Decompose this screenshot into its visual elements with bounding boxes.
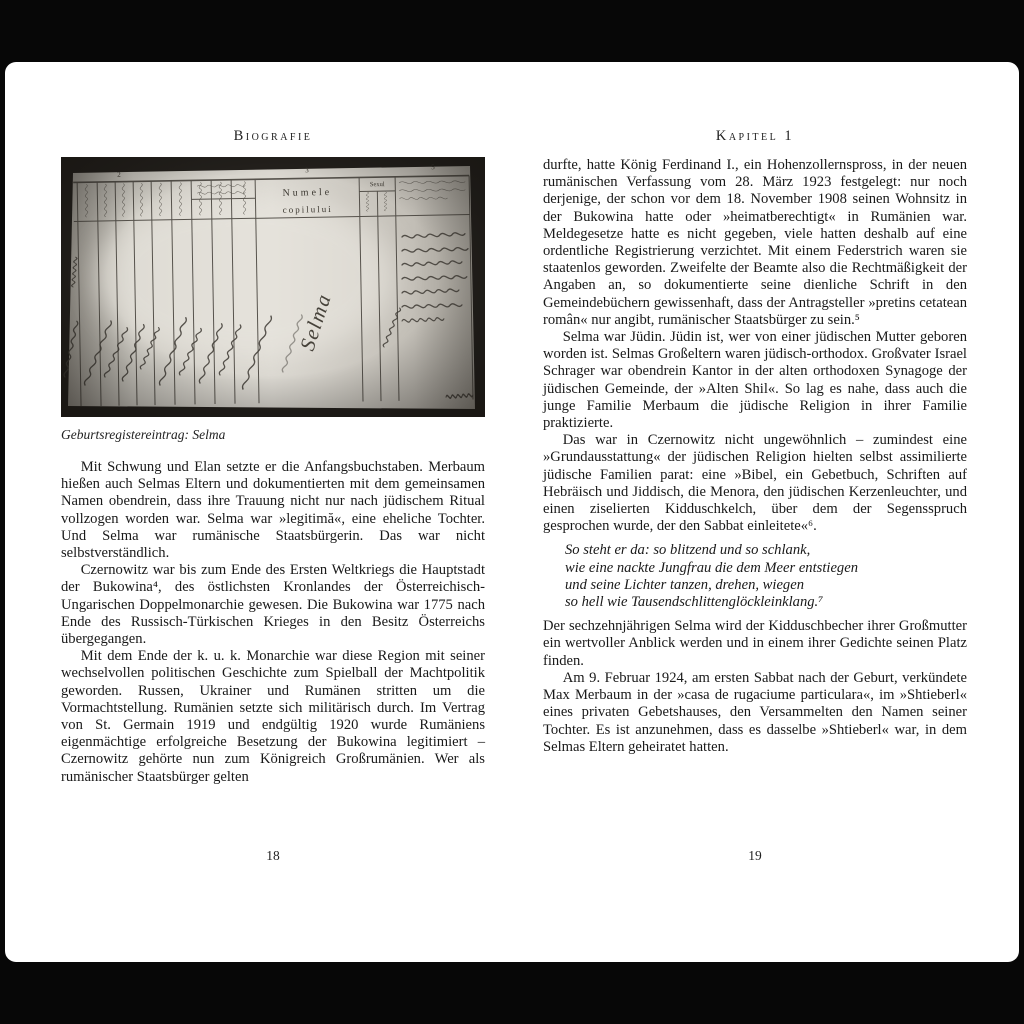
figure-caption: Geburtsregistereintrag: Selma xyxy=(61,427,226,442)
paragraph: Am 9. Februar 1924, am ersten Sabbat nach der Geburt, verkündete Max Merbaum in der »casa de rugaciume particulara«, im »Shtieberl« eines privaten Gebetshauses, den Versammelten den Namen seiner Tochter. Es ist anzunehmen, dass es dasselbe »Shtieberl« war, in dem Selmas Eltern geheiratet hatten. xyxy=(543,669,967,755)
paragraph: Czernowitz war bis zum Ende des Ersten Weltkriegs die Hauptstadt der Bukowina⁴, des östlichsten Kronlandes der Österreichisch-Ungarischen Doppelmonarchie gewesen. Die Bukowina war 1775 nach Ende des Russisch-Türkischen Krieges in den Besitz Österreichs übergegangen. xyxy=(61,562,485,648)
paragraph: Das war in Czernowitz nicht ungewöhnlich – zumindest eine »Grundausstattung« der jüdischen Religion hielten selbst assimilierte jüdische Familien parat: eine »Bibel, ein Gebetbuch, Schriften auf Hebräisch und Jiddisch, die Menora, den jüdischen Kerzenleuchter, und einen ziselierten Kidduschkelch, über dem der Segensspruch gesprochen wurde, der den Sabbat einleitete«⁶. xyxy=(543,432,967,535)
page-number-left: 18 xyxy=(266,848,280,863)
photo-vignette xyxy=(61,157,485,417)
birth-register-figure xyxy=(61,157,485,443)
poem-line: und seine Lichter tanzen, drehen, wiegen xyxy=(565,576,804,593)
running-head-left: Biografie xyxy=(233,128,313,144)
paragraph: Mit Schwung und Elan setzte er die Anfangsbuchstaben. Merbaum hießen auch Selmas Eltern und dokumentierten mit dem gemeinsamen Namen obendrein, dass ihre Trauung nicht nur nach jüdischem Ritual vollzogen worden war. Selma war »legitimă«, eine eheliche Tochter. Und Selma war rumänische Staatsbürgerin. Das war nicht selbstverständlich. xyxy=(61,459,485,562)
right-body-text xyxy=(543,157,967,756)
paragraph: Selma war Jüdin. Jüdin ist, wer von einer jüdischen Mutter geboren worden ist. Selmas Großeltern waren jüdisch-orthodox. Großvater Israel Schrager war obendrein Kantor in der alten orthodoxen Synagoge der jüdischen Gemeinde, der »Alten Shil«. So lag es nahe, dass auch die junge Familie Merbaum die jüdische Religion in ihrer Familie praktizierte. xyxy=(543,329,967,432)
page-right xyxy=(543,128,967,756)
poem-line: So steht er da: so blitzend und so schlank, xyxy=(565,542,811,559)
paragraph: Der sechzehnjährigen Selma wird der Kidduschbecher ihrer Großmutter ein wertvoller Anblick werden und in einem ihrer Gedichte seinen Platz finden. xyxy=(543,618,967,669)
paragraph: durfte, hatte König Ferdinand I., ein Hohenzollernspross, in der neuen rumänischen Verfassung vom 28. März 1923 festgelegt: nur noch derjenige, der schon vor dem 18. November 1908 seinen Wohnsitz in der Bukowina hatte oder »heimatberechtigt« in Rumänien war. Meldegesetze hatte es nicht gegeben, viele hatten deshalb auf eine ordentliche Registrierung verzichtet. Mit einem Federstrich waren sie staatenlos geworden. Zweifelte der Beamte also die Rechtmäßigkeit der Angaben an, so dokumentierte seine dienliche Schrift in den Gemeindebüchern gewissenhaft, dass der Antragsteller »pretins cetatean român« nur angibt, rumänischer Staatsbürger zu sein.⁵ xyxy=(543,157,967,328)
left-body-text xyxy=(61,459,485,786)
running-head-right: Kapitel 1 xyxy=(715,128,795,144)
book-spread xyxy=(5,62,1019,962)
page-left xyxy=(61,128,485,786)
poem-line: so hell wie Tausendschlittenglöckleinklang.⁷ xyxy=(565,594,824,611)
register-photo xyxy=(61,157,485,417)
poem-quote xyxy=(565,542,967,611)
paragraph: Mit dem Ende der k. u. k. Monarchie war diese Region mit seiner wechselvollen politischen Geschichte zum Spielball der Machtpolitik geworden. Russen, Ukrainer und Rumänen stritten um die Vormachtstellung. Rumänien setzte sich militärisch durch. Im Vertrag von St. Germain 1919 und endgültig 1920 wurde Rumäniens eigenmächtige erfolgreiche Besetzung der Bukowina legitimiert – Czernowitz gehörte nun zum Königreich Großrumänien. Wer als rumänischer Staatsbürger gelten xyxy=(61,648,485,785)
page-number-right: 19 xyxy=(748,848,762,863)
poem-line: wie eine nackte Jungfrau die dem Meer entstiegen xyxy=(565,559,858,576)
